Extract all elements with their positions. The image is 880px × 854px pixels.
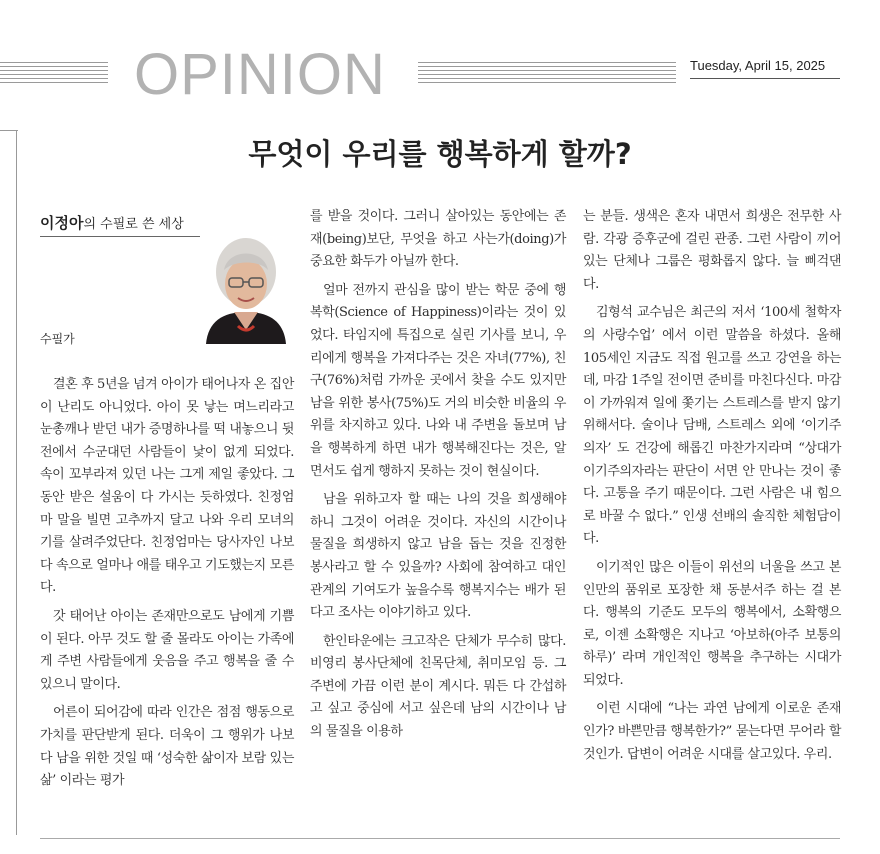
article-paragraph: 를 받을 것이다. 그러니 살아있는 동안에는 존재(being)보단, 무엇을 하고 사는가(doing)가 중요한 화두가 아닐까 한다. bbox=[310, 209, 566, 270]
column-suffix: 의 수필로 쓴 세상 bbox=[83, 217, 184, 232]
footer-divider bbox=[40, 838, 840, 839]
article-paragraph: 이기적인 많은 이들이 위선의 너울을 쓰고 본인만의 품위로 포장한 채 동분서주 하는 걸 본다. 행복의 기준도 모두의 행복에서, 소확행으로, 이젠 소확행은 지나고 ‘아보하(아주 보통의 하루)’ 라며 개인적인 행복을 추구하는 시대가 되었다. bbox=[583, 559, 841, 688]
article-paragraph: 이런 시대에 “나는 과연 남에게 이로운 존재인가? 바쁜만큼 행복한가?” 묻는다면 무어라 할 것인가. 답변이 어려운 시대를 살고있다. 우리. bbox=[583, 701, 841, 762]
author-name: 이정아 bbox=[40, 214, 84, 232]
masthead-rule-right bbox=[418, 62, 676, 84]
article-paragraph: 결혼 후 5년을 넘겨 아이가 태어나자 온 집안이 난리도 아니었다. 아이 못 낳는 며느리라고 눈총깨나 받던 내가 증명하나를 떡 내놓으니 뒷전에서 수군대던 사람들이 낯이 없게 되었다. 속이 꼬부라져 있던 나는 그게 제일 좋았다. 그동안 받은 설움이 다 가시는 듯하였다. 친정엄마 말을 빌면 고추까지 달고 나와 우리 모녀의 기를 살려주었단다. 친정엄마는 당사자인 나보다 속으로 얼마나 애를 태우고 기도했는지 모른다. bbox=[40, 377, 294, 596]
masthead-rule-left bbox=[0, 62, 108, 84]
article-paragraph: 남을 위하고자 할 때는 나의 것을 희생해야 하니 그것이 어려운 것이다. 자신의 시간이나 물질을 희생하지 않고 남을 돕는 것을 진정한 봉사라고 할 수 있을까? 사회에 참여하고 대인관계의 기여도가 높을수록 행복지수는 배가 된다고 조사는 이야기하고 있다. bbox=[310, 492, 566, 621]
article-paragraph: 얼마 전까지 관심을 많이 받는 학문 중에 행복학(Science of Happiness)이라는 것이 있었다. 타임지에 특집으로 실린 기사를 보니, 우리에게 행복을 가져다주는 것은 자녀(77%), 친구(76%)처럼 가까운 곳에서 찾을 수도 있지만 남을 위한 봉사(75%)도 거의 비슷한 비율의 우위를 차지하고 있다. 나와 내 주변을 돌보며 남을 행복하게 하면 내가 행복해진다는 것은, 알면서도 쉽게 행하지 못하는 것이 현실이다. bbox=[310, 282, 566, 479]
article-column-2 bbox=[310, 206, 566, 750]
left-border-line bbox=[16, 130, 17, 835]
author-role: 수필가 bbox=[40, 332, 75, 346]
date-underline bbox=[690, 78, 840, 79]
masthead-header bbox=[0, 40, 880, 110]
author-portrait bbox=[200, 226, 292, 344]
article-paragraph: 김형석 교수님은 최근의 저서 ‘100세 철학자의 사랑수업’ 에서 이런 말씀을 하셨다. 올해 105세인 지금도 직접 원고를 쓰고 강연을 하는데, 마감 1주일 전이면 준비를 마친다신다. 마감이 가까워져 일에 쫓기는 스트레스를 받지 않기 위해서다. 술이나 담배, 스트레스 외에 ‘이기주의자’ 도 건강에 해롭긴 마찬가지라며 “상대가 이기주의자라는 판단이 서면 안 만나는 것이 좋다. 고통을 주기 때문이다. 그런 사람은 내 힘으로 바꿀 수 없다.” 인생 선배의 솔직한 체험담이다. bbox=[583, 305, 841, 547]
section-title: OPINION bbox=[134, 42, 386, 107]
article-paragraph: 갓 태어난 아이는 존재만으로도 남에게 기쁨이 된다. 아무 것도 할 줄 몰라도 아이는 가족에게 주변 사람들에게 웃음을 주고 행복을 줄 수 있으니 말이다. bbox=[40, 608, 294, 692]
article-column-3 bbox=[583, 206, 841, 772]
article-paragraph: 어른이 되어감에 따라 인간은 점점 행동으로 가치를 판단받게 된다. 더욱이 그 행위가 나보다 남을 위한 것일 때 ‘성숙한 삶이자 보람 있는 삶’ 이라는 평가 bbox=[40, 705, 294, 789]
article-paragraph: 한인타운에는 크고작은 단체가 무수히 많다. 비영리 봉사단체에 친목단체, 취미모임 등. 그 주변에 가끔 이런 분이 계시다. 뭐든 다 간섭하고 싶고 중심에 서고 싶은데 남의 시간이나 남의 물질을 이용하 bbox=[310, 633, 566, 740]
column-name bbox=[40, 212, 184, 233]
article-column-1 bbox=[40, 374, 294, 799]
issue-date: Tuesday, April 15, 2025 bbox=[690, 58, 826, 73]
article-paragraph: 는 분들. 생색은 혼자 내면서 희생은 전무한 사람. 각광 증후군에 걸린 관종. 그런 사람이 끼어있는 단체나 그룹은 평화롭지 않다. 늘 삐걱댄다. bbox=[583, 209, 841, 292]
article-title: 무엇이 우리를 행복하게 할까? bbox=[248, 137, 632, 171]
